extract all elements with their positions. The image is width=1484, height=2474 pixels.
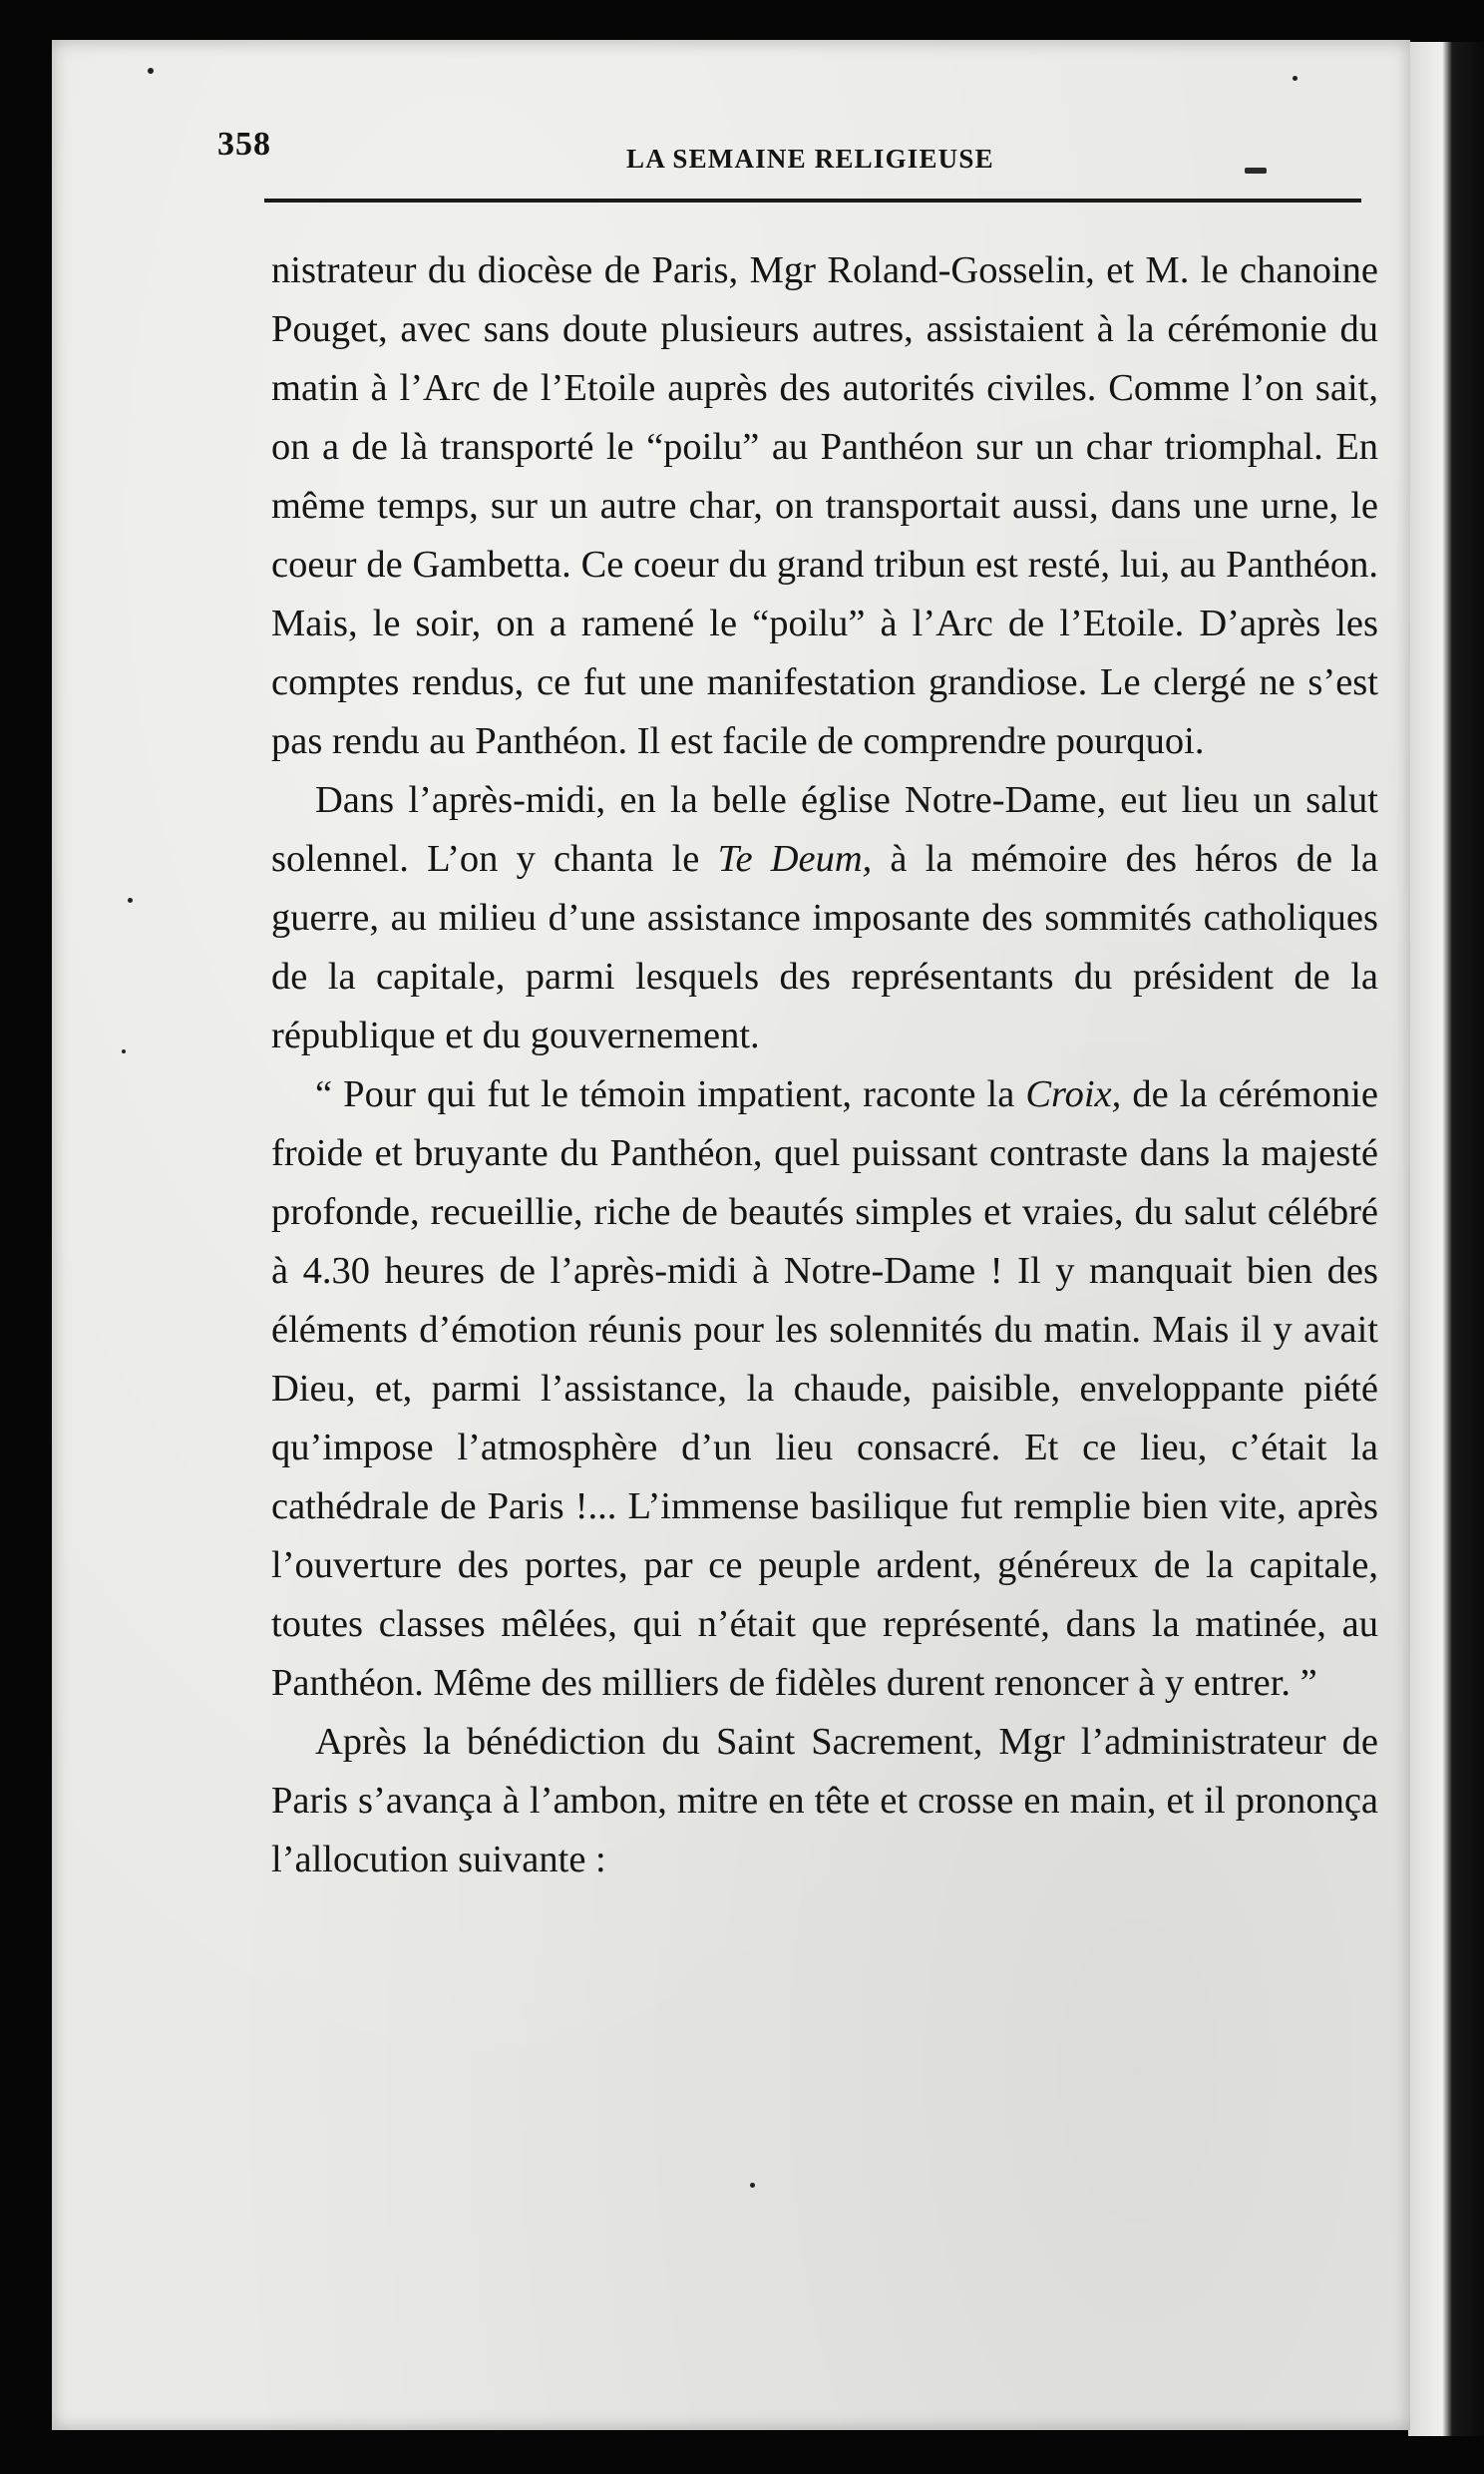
text-run: Après la bénédiction du Saint Sacrement, Mgr l’administrateur de Paris s’avança à l’ambon, mitre en tête et crosse en main, et il prononça l’allocution suivante :: [271, 1721, 1378, 1880]
text-run: à la mémoire des héros de la guerre, au milieu d’une assistance imposante des sommités catholiques de la capitale, parmi lesquels des représentants du président de la république et du gouvernement.: [271, 838, 1378, 1056]
header-dash: [1245, 168, 1267, 174]
paragraph: [271, 771, 1378, 1065]
print-speck: [1293, 76, 1298, 81]
print-speck: [750, 2183, 755, 2188]
header-rule: [264, 199, 1361, 203]
running-title: LA SEMAINE RELIGIEUSE: [626, 144, 994, 174]
print-speck: [128, 898, 133, 903]
text-run: “ Pour qui fut le témoin impatient, raconte la: [315, 1073, 1026, 1115]
paragraph: [271, 241, 1378, 771]
body-text: [271, 241, 1378, 1889]
print-speck: [122, 1049, 126, 1053]
text-run: de la cérémonie froide et bruyante du Panthéon, quel puissant contraste dans la majesté profonde, recueillie, riche de beautés simples et vraies, du salut célébré à 4.30 heures de l’après-midi à Notre-Dame ! Il y manquait bien des éléments d’émotion réunis pour les solennités du matin. Mais il y avait Dieu, et, parmi l’assistance, la chaude, paisible, enveloppante piété qu’impose l’atmosphère d’un lieu consacré. Et ce lieu, c’était la cathédrale de Paris !... L’immense basilique fut remplie bien vite, après l’ouverture des portes, par ce peuple ardent, généreux de la capitale, toutes classes mêlées, qui n’était que représenté, dans la matinée, au Panthéon. Même des milliers de fidèles durent renoncer à y entrer. ”: [271, 1073, 1378, 1704]
paragraph: [271, 1065, 1378, 1713]
text-run: nistrateur du diocèse de Paris, Mgr Roland-Gosselin, et M. le chanoine Pouget, avec sans doute plusieurs autres, assistaient à la cérémonie du matin à l’Arc de l’Etoile auprès des autorités civiles. Comme l’on sait, on a de là transporté le “poilu” au Panthéon sur un char triomphal. En même temps, sur un autre char, on transportait aussi, dans une urne, le coeur de Gambetta. Ce coeur du grand tribun est resté, lui, au Panthéon. Mais, le soir, on a ramené le “poilu” à l’Arc de l’Etoile. D’après les comptes rendus, ce fut une manifestation grandiose. Le clergé ne s’est pas rendu au Panthéon. Il est facile de comprendre pourquoi.: [271, 249, 1378, 762]
italic-text: Te Deum,: [717, 838, 873, 880]
paragraph: [271, 1713, 1378, 1889]
print-speck: [148, 68, 154, 74]
adjacent-page-edge: [1408, 42, 1484, 2436]
italic-text: Croix,: [1025, 1073, 1122, 1115]
text-run: Dans l’après-midi, en la belle église Notre-Dame, eut lieu un salut solennel. L’on y chanta le: [271, 779, 1378, 880]
page-number: 358: [217, 126, 271, 163]
